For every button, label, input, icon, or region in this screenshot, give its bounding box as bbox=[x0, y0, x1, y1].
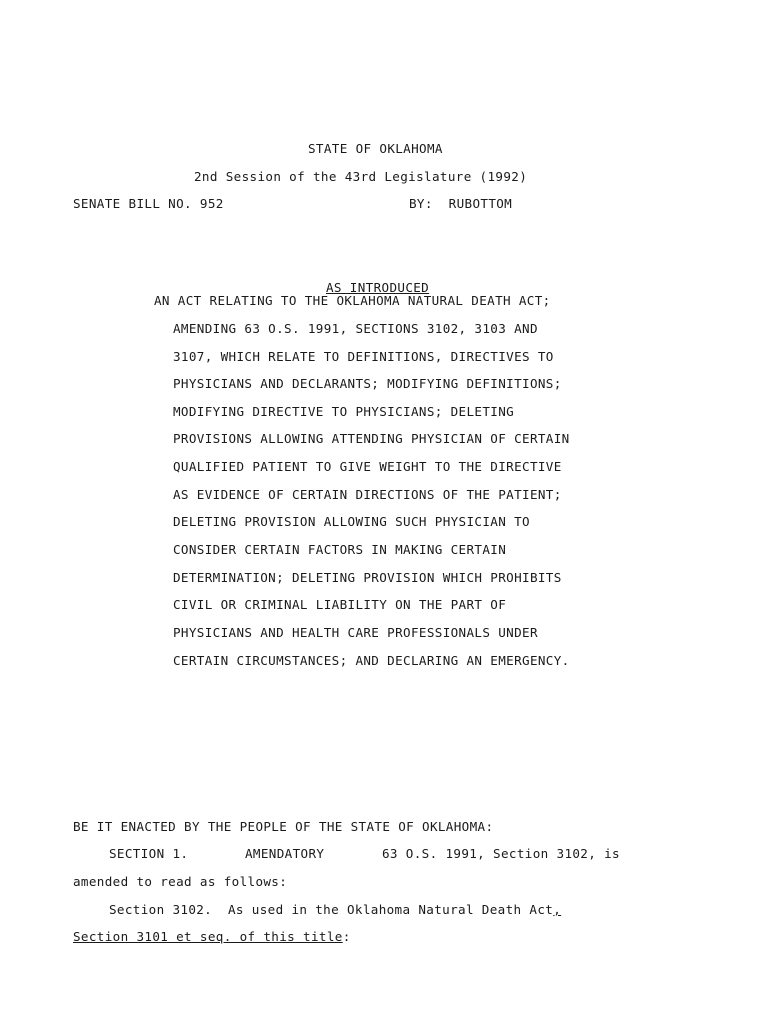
title-line: QUALIFIED PATIENT TO GIVE WEIGHT TO THE DIRECTIVE bbox=[173, 459, 562, 474]
section-continuation: amended to read as follows: bbox=[73, 874, 288, 889]
title-line: AMENDING 63 O.S. 1991, SECTIONS 3102, 3103 AND bbox=[173, 321, 538, 336]
title-line: MODIFYING DIRECTIVE TO PHYSICIANS; DELETING bbox=[173, 404, 515, 419]
section-citation: 63 O.S. 1991, Section 3102, is bbox=[382, 846, 620, 861]
title-line: 3107, WHICH RELATE TO DEFINITIONS, DIRECTIVES TO bbox=[173, 349, 554, 364]
title-line: PHYSICIANS AND HEALTH CARE PROFESSIONALS UNDER bbox=[173, 625, 538, 640]
session-line: 2nd Session of the 43rd Legislature (1992) bbox=[194, 169, 528, 184]
title-line: CIVIL OR CRIMINAL LIABILITY ON THE PART OF bbox=[173, 597, 507, 612]
paragraph-text: Section 3102. As used in the Oklahoma Natural Death Act bbox=[109, 902, 554, 917]
title-line: PROVISIONS ALLOWING ATTENDING PHYSICIAN OF CERTAIN bbox=[173, 431, 570, 446]
title-line: CONSIDER CERTAIN FACTORS IN MAKING CERTAIN bbox=[173, 542, 507, 557]
state-heading: STATE OF OKLAHOMA bbox=[308, 141, 443, 156]
title-line: CERTAIN CIRCUMSTANCES; AND DECLARING AN EMERGENCY. bbox=[173, 653, 570, 668]
title-line: DELETING PROVISION ALLOWING SUCH PHYSICIAN TO bbox=[173, 514, 530, 529]
status-label: AS INTRODUCED bbox=[326, 280, 430, 295]
bill-author: BY: RUBOTTOM bbox=[409, 196, 513, 211]
section-paragraph-start bbox=[109, 903, 561, 917]
section-type: AMENDATORY bbox=[245, 846, 325, 861]
title-first-line: AN ACT RELATING TO THE OKLAHOMA NATURAL DEATH ACT; bbox=[154, 293, 551, 308]
section-label: SECTION 1. bbox=[109, 846, 189, 861]
inserted-text: Section 3101 et seq. of this title bbox=[73, 929, 343, 944]
title-line: DETERMINATION; DELETING PROVISION WHICH PROHIBITS bbox=[173, 570, 562, 585]
paragraph-end: : bbox=[342, 929, 351, 944]
bill-number: SENATE BILL NO. 952 bbox=[73, 196, 224, 211]
enacting-clause: BE IT ENACTED BY THE PEOPLE OF THE STATE OF OKLAHOMA: bbox=[73, 819, 494, 834]
title-line: AS EVIDENCE OF CERTAIN DIRECTIONS OF THE PATIENT; bbox=[173, 487, 562, 502]
section-paragraph-cont bbox=[73, 930, 351, 944]
title-line: PHYSICIANS AND DECLARANTS; MODIFYING DEFINITIONS; bbox=[173, 376, 562, 391]
inserted-comma: , bbox=[553, 902, 562, 917]
